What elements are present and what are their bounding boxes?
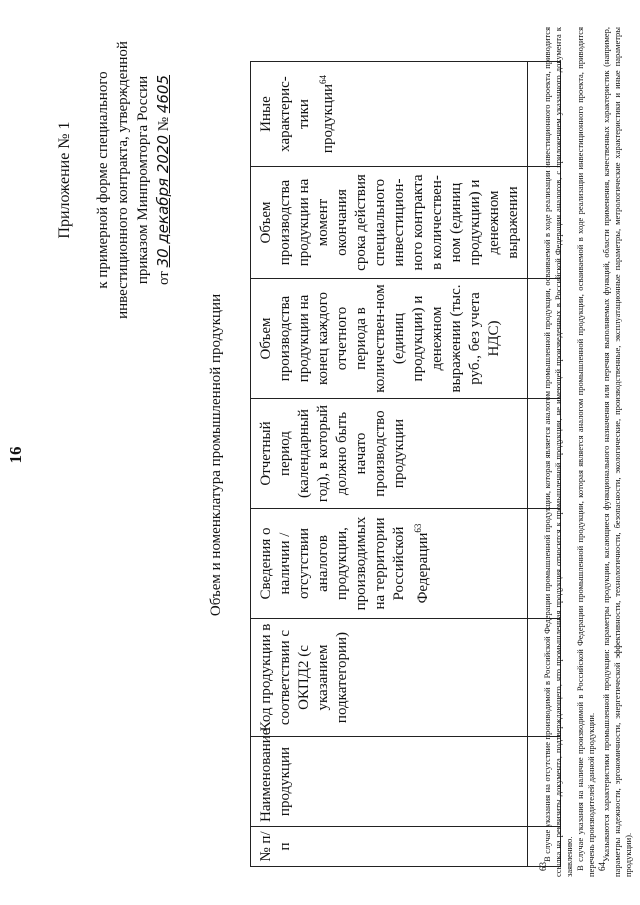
table-header-row [251,62,528,867]
number-prefix: № [156,116,172,132]
appendix-line-2: инвестиционного контракта, утвержденной [115,41,131,319]
header-volume-per-period: Объем производства продукции на конец каждого отчетного периода в количествен-ном (единиц продукции) и денежном выражении (тыс. руб., без учета НДС) [251,279,528,399]
footnote-64: $^{64}$Указываются характеристики промышленной продукции: параметры продукции, касающиеся функционального назначения или перечня выполняемых функций, области применения, качественных характеристик (например, параметры надежности, эргономичности, энергетической эффективности, технологичности, безопасности, экологические, производственные, эксплуатационные параметры, метрологические характеристики и иные параметры продукции). [596,27,633,877]
footnotes [538,27,634,877]
footnote-63-continued: В случае указания на наличие производимой в Российской Федерации промышленной продукции, которая является аналогом промышленной продукции, осваиваемой в ходе реализации инвестиционного проекта, приводится перечень производителей данной продукции. [574,27,596,877]
footnote-ref-63: 63 [413,523,423,533]
handwritten-number: 4605 [154,74,172,114]
header-number: № п/п [251,827,528,867]
header-reporting-period: Отчетный период (календарный год), в который должно быть начато производство продукции [251,399,528,509]
appendix-title: Приложение № 1 [56,121,73,239]
header-okpd2-code: Код продукции в соответствии с ОКПД2 (с указанием подкатегории) [251,619,528,737]
header-volume-at-end: Объем производства продукции на момент окончания срока действия специального инвестицион-ного контракта в количествен-ном (единиц продукции) и денежном выражении [251,167,528,279]
document-title: Объем и номенклатура промышленной продукции [208,293,224,617]
order-reference [153,30,174,330]
footnote-ref-64: 64 [318,74,328,84]
header-analogs: Сведения о наличии / отсутствии аналогов продукции, производимых на территории Российской Федерации$^{63}$ [251,509,528,619]
page-number: 16 [6,446,25,464]
appendix-header [55,30,174,330]
appendix-line-3: приказом Минпромторга России [135,75,151,285]
appendix-line-1: к примерной форме специального [95,71,111,289]
handwritten-date: 30 декабря 2020 [154,134,172,268]
footnote-63: $^{63}$В случае указания на отсутствие производимой в Российской Федерации промышленной продукции, которая является аналогом промышленной продукции, осваиваемой в ходе реализации инвестиционного проекта, приводится ссылка на реквизиты документа, подтверждающего, что промышленная продукция относится к промышленной продукции, не имеющей произведенных в Российской Федерации аналогов, с приложением указанного документа к заявлению. [538,27,574,877]
header-product-name: Наименование продукции [251,737,528,827]
header-other-characteristics: Иные характерис-тики продукции$^{64}$ [251,62,528,167]
products-table [250,61,561,867]
date-prefix: от [156,271,172,286]
